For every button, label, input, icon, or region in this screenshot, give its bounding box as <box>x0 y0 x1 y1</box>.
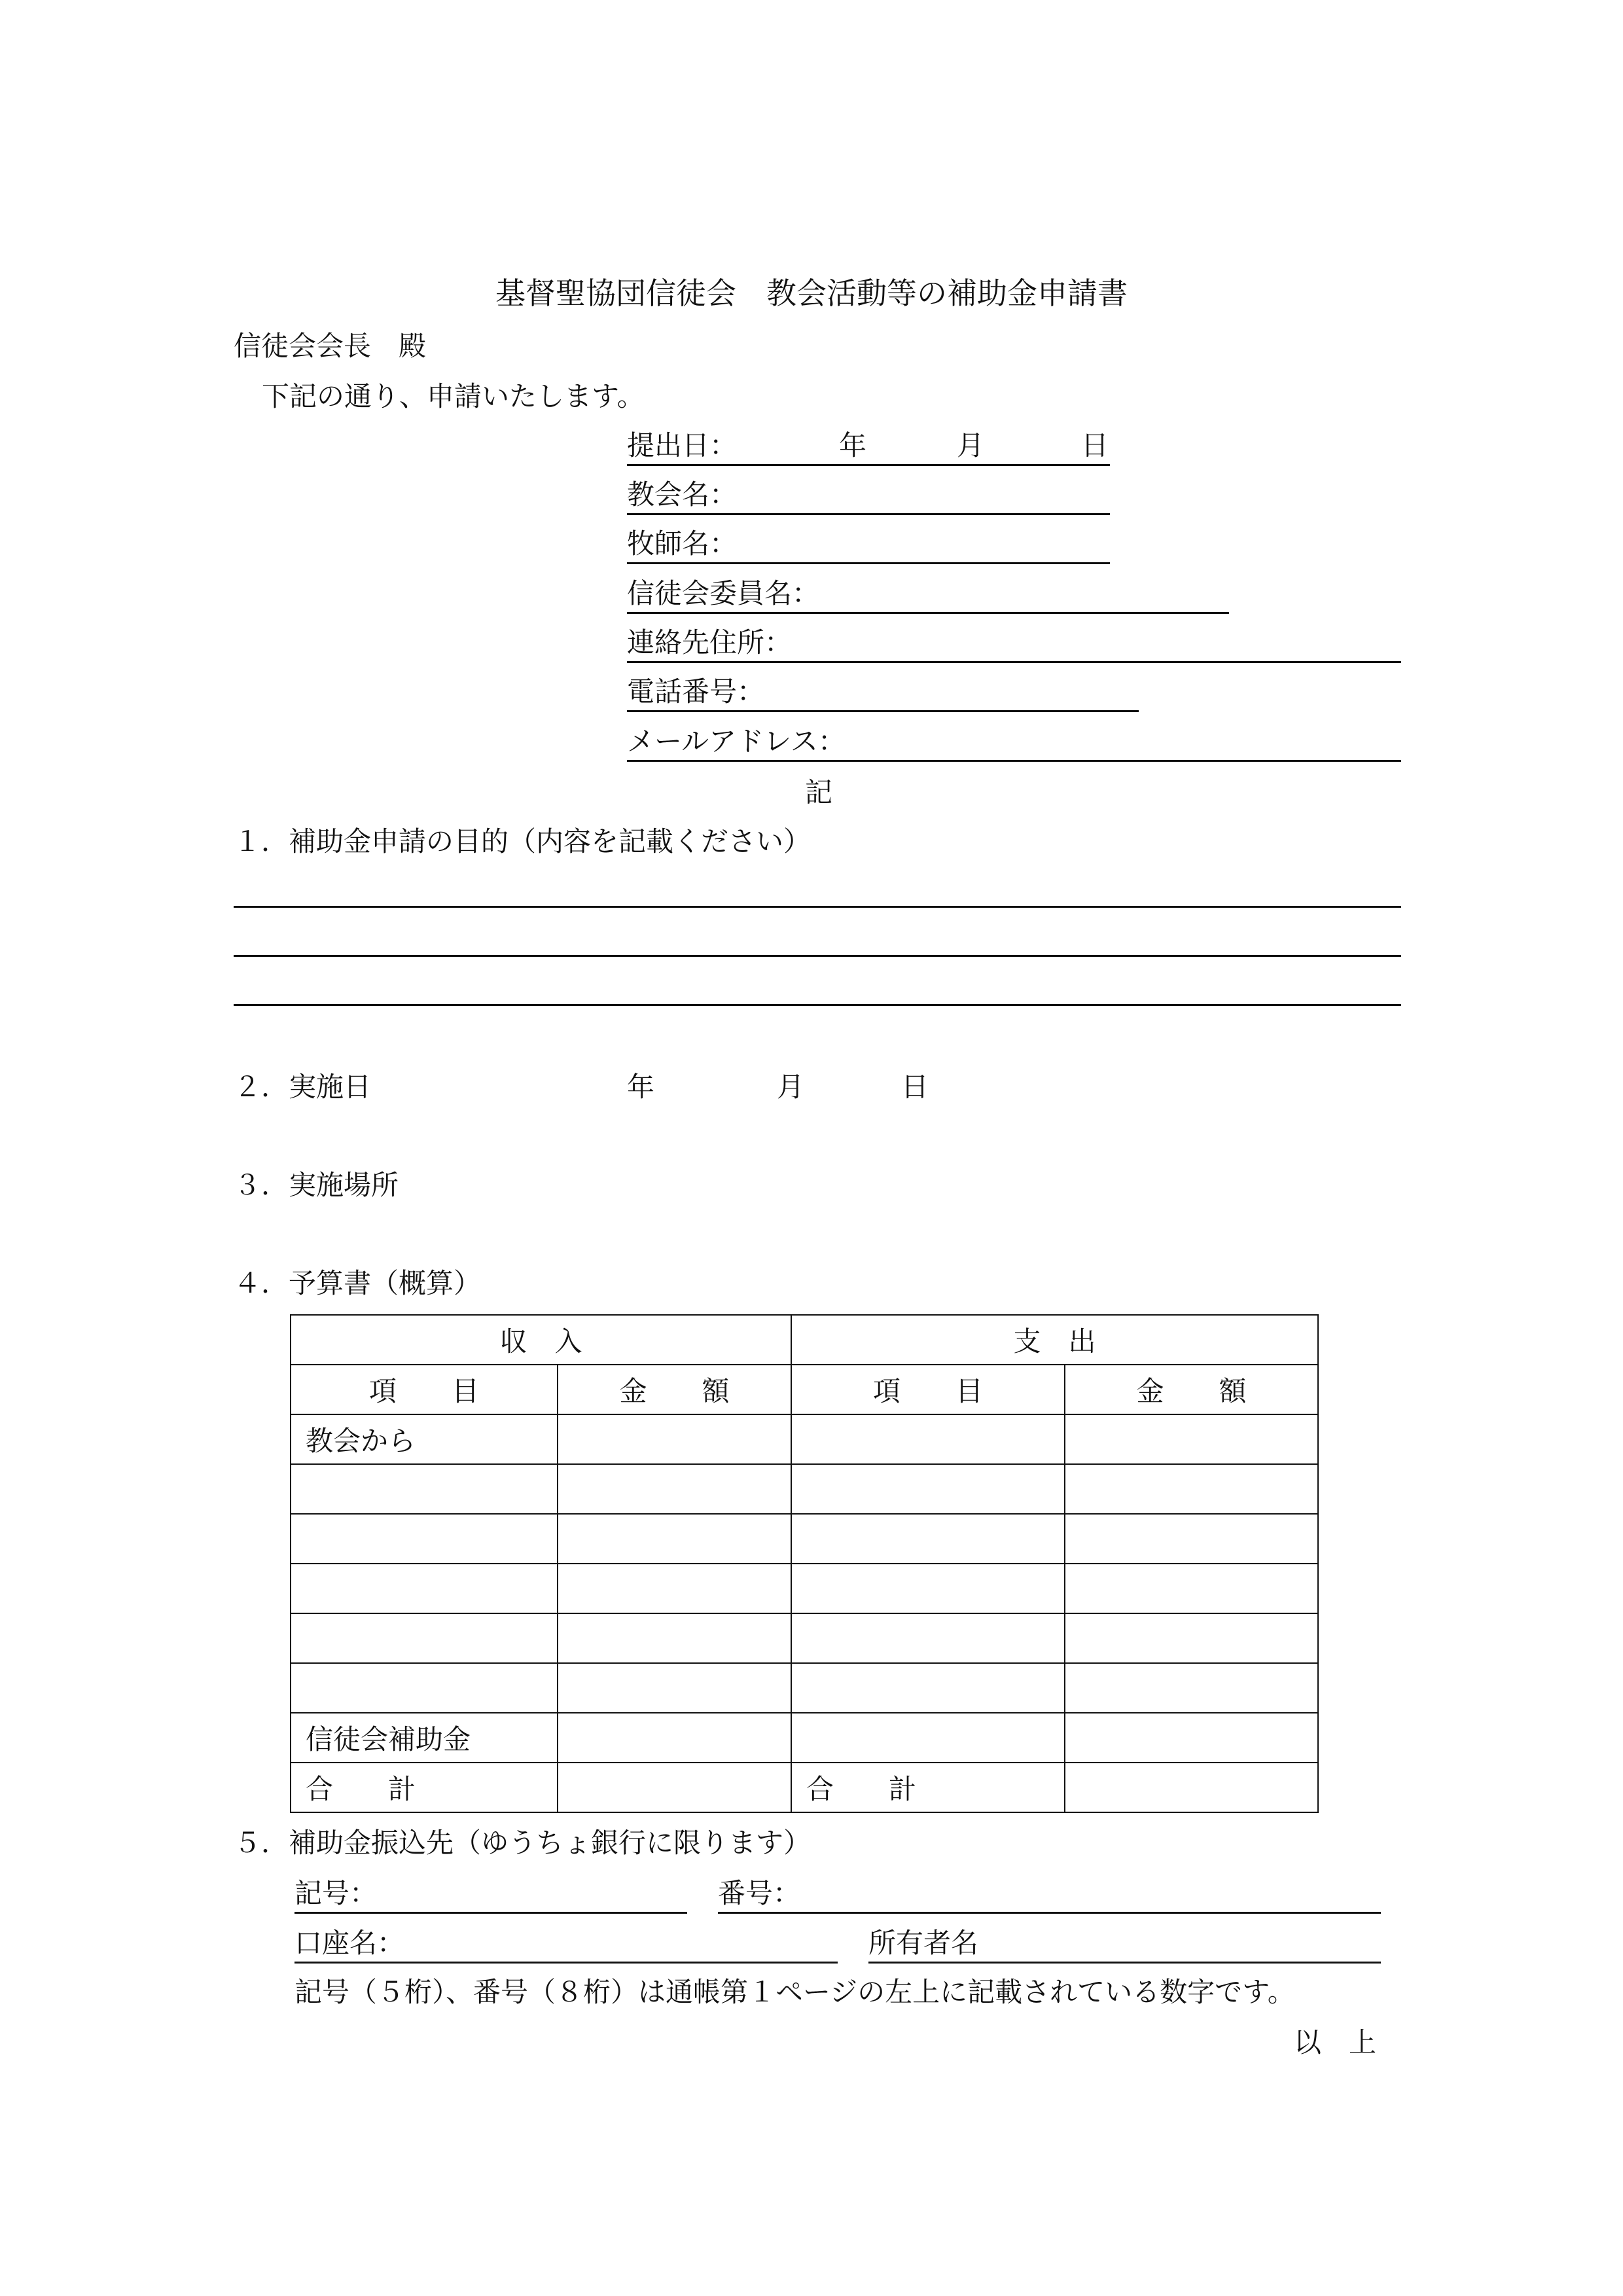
income-amount-cell[interactable] <box>558 1414 791 1464</box>
budget-table <box>290 1314 1319 1813</box>
account-number-label: 番号： <box>718 1877 801 1909</box>
purpose-line-3[interactable] <box>234 1004 1401 1006</box>
section5-heading: ５．補助金振込先（ゆうちょ銀行に限ります） <box>234 1827 812 1859</box>
expense-amount-cell[interactable] <box>1065 1464 1318 1514</box>
account-holder-field[interactable] <box>868 1962 1381 1964</box>
purpose-line-1[interactable] <box>234 906 1401 908</box>
account-symbol-field[interactable] <box>294 1912 687 1914</box>
section4-heading: ４．予算書（概算） <box>234 1267 482 1299</box>
impl-month-label: 月 <box>777 1071 805 1103</box>
submit-date-label: 提出日： <box>627 429 738 461</box>
income-item-cell[interactable] <box>291 1464 558 1514</box>
expense-amount-col-header: 金 額 <box>1065 1365 1318 1414</box>
expense-header: 支 出 <box>791 1315 1318 1365</box>
table-row <box>291 1713 1318 1763</box>
expense-item-cell[interactable] <box>791 1464 1065 1514</box>
committee-member-label: 信徒会委員名： <box>627 577 820 609</box>
income-item-cell[interactable] <box>291 1663 558 1713</box>
submit-day-label: 日 <box>1081 429 1109 461</box>
table-row <box>291 1514 1318 1564</box>
income-amount-cell[interactable] <box>558 1713 791 1763</box>
expense-amount-cell[interactable] <box>1065 1663 1318 1713</box>
impl-year-label: 年 <box>627 1071 655 1103</box>
ki-heading: 記 <box>805 776 833 808</box>
expense-total-label: 合 計 <box>791 1763 1065 1812</box>
income-amount-cell[interactable] <box>558 1464 791 1514</box>
table-row-total <box>291 1763 1318 1812</box>
income-item-cell[interactable] <box>291 1514 558 1564</box>
income-item-cell[interactable]: 信徒会補助金 <box>291 1713 558 1763</box>
expense-item-cell[interactable] <box>791 1613 1065 1663</box>
table-row <box>291 1663 1318 1713</box>
pastor-name-label: 牧師名： <box>627 528 738 560</box>
addressee: 信徒会会長 殿 <box>234 330 427 362</box>
expense-amount-cell[interactable] <box>1065 1414 1318 1464</box>
expense-total-amount-cell[interactable] <box>1065 1763 1318 1812</box>
expense-item-cell[interactable] <box>791 1514 1065 1564</box>
submit-date-field[interactable] <box>627 464 1110 466</box>
section1-heading: １．補助金申請の目的（内容を記載ください） <box>234 825 812 857</box>
phone-field[interactable] <box>627 710 1139 712</box>
closing-text: 以 上 <box>1294 2026 1377 2058</box>
account-holder-label: 所有者名 <box>868 1927 979 1959</box>
income-amount-cell[interactable] <box>558 1514 791 1564</box>
impl-day-label: 日 <box>901 1071 929 1103</box>
phone-label: 電話番号： <box>627 675 765 708</box>
income-amount-cell[interactable] <box>558 1564 791 1613</box>
account-name-field[interactable] <box>294 1962 838 1964</box>
income-header: 収 入 <box>291 1315 791 1365</box>
account-note: 記号（５桁）、番号（８桁）は通帳第１ページの左上に記載されている数字です。 <box>294 1976 1295 2008</box>
income-item-cell[interactable] <box>291 1564 558 1613</box>
section3-heading: ３．実施場所 <box>234 1169 399 1201</box>
pastor-name-field[interactable] <box>627 562 1110 564</box>
expense-amount-cell[interactable] <box>1065 1564 1318 1613</box>
expense-amount-cell[interactable] <box>1065 1514 1318 1564</box>
contact-address-field[interactable] <box>627 661 1401 663</box>
email-label: メールアドレス： <box>627 725 846 757</box>
submit-year-label: 年 <box>839 429 867 461</box>
income-item-cell[interactable]: 教会から <box>291 1414 558 1464</box>
table-row <box>291 1564 1318 1613</box>
income-amount-cell[interactable] <box>558 1663 791 1713</box>
expense-amount-cell[interactable] <box>1065 1713 1318 1763</box>
church-name-label: 教会名： <box>627 478 738 511</box>
income-total-amount-cell[interactable] <box>558 1763 791 1812</box>
income-item-cell[interactable] <box>291 1613 558 1663</box>
income-item-col-header: 項 目 <box>291 1365 558 1414</box>
table-row <box>291 1464 1318 1514</box>
account-number-field[interactable] <box>718 1912 1381 1914</box>
expense-item-col-header: 項 目 <box>791 1365 1065 1414</box>
purpose-line-2[interactable] <box>234 955 1401 957</box>
income-total-label: 合 計 <box>291 1763 558 1812</box>
expense-item-cell[interactable] <box>791 1713 1065 1763</box>
section2-heading: ２．実施日 <box>234 1071 372 1103</box>
contact-address-label: 連絡先住所： <box>627 626 793 658</box>
expense-item-cell[interactable] <box>791 1564 1065 1613</box>
table-row <box>291 1414 1318 1464</box>
account-symbol-label: 記号： <box>294 1877 378 1909</box>
committee-member-field[interactable] <box>627 612 1229 614</box>
document-title: 基督聖協団信徒会 教会活動等の補助金申請書 <box>495 276 1128 311</box>
intro-text: 下記の通り、申請いたします。 <box>262 380 645 412</box>
account-name-label: 口座名： <box>294 1927 405 1959</box>
submit-month-label: 月 <box>957 429 985 461</box>
income-amount-col-header: 金 額 <box>558 1365 791 1414</box>
church-name-field[interactable] <box>627 513 1110 515</box>
expense-item-cell[interactable] <box>791 1663 1065 1713</box>
expense-amount-cell[interactable] <box>1065 1613 1318 1663</box>
income-amount-cell[interactable] <box>558 1613 791 1663</box>
table-row <box>291 1613 1318 1663</box>
expense-item-cell[interactable] <box>791 1414 1065 1464</box>
email-field[interactable] <box>627 760 1401 762</box>
